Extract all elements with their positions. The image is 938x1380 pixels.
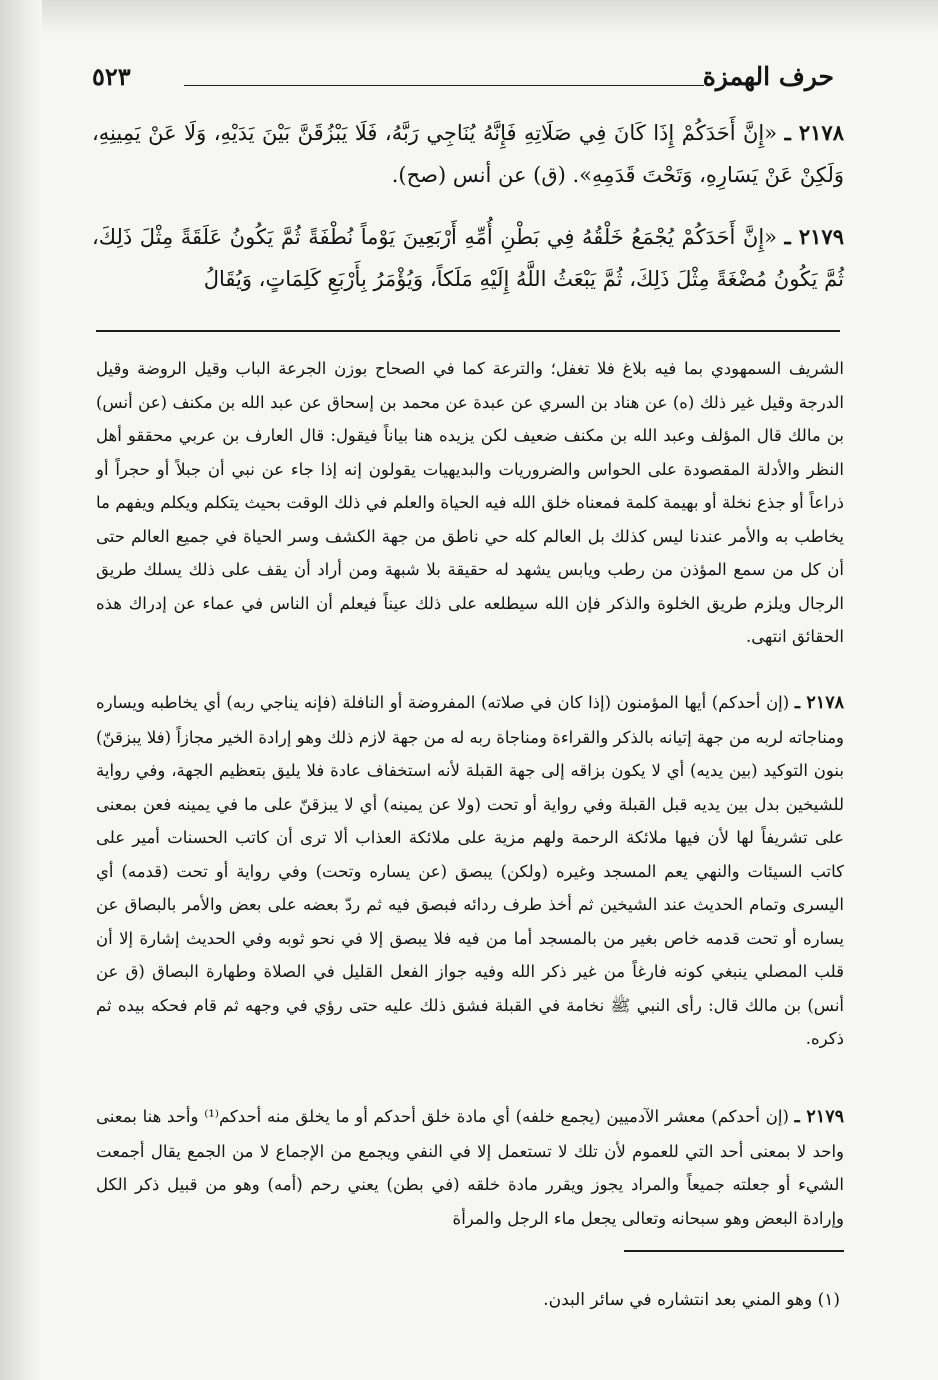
header-rule — [184, 85, 704, 86]
hadith-text: «إِنَّ أَحَدَكُمْ يُجْمَعُ خَلْقُهُ فِي بَطْنِ أُمِّهِ أَرْبَعِينَ يَوْماً نُطْفَةً ثُمَّ يَكُونُ عَلَقَةً مِثْلَ ذَلِكَ، ثُمَّ يَكُونُ مُضْغَةً مِثْلَ ذَلِكَ، ثُمَّ يَبْعَثُ اللَّهُ إِلَيْهِ مَلَكاً، وَيُؤْمَرُ بِأَرْبَعِ كَلِمَاتٍ، وَيُقَالُ — [92, 225, 844, 291]
hadith-2179 — [92, 216, 844, 300]
footnote: (١) وهو المني بعد انتشاره في سائر البدن. — [543, 1290, 840, 1310]
hadith-number: ٢١٧٩ ـ — [784, 224, 844, 249]
hadith-number: ٢١٧٨ ـ — [784, 120, 844, 145]
commentary-2179 — [96, 1100, 844, 1235]
commentary-text: (إن أحدكم) معشر الآدميين (يجمع خلفه) أي مادة خلق أحدكم أو ما يخلق منه أحدكم⁽¹⁾ وأحد هنا بمعنى واحد لا بمعنى أحد التي للعموم لأن تلك لا تستعمل إلا في النفي ويجمع من الإجماع لا من الجمع يقال أجمعت الشيء أو جعلته جميعاً والمراد يجوز ويقرر مادة خلقه (في بطن) يعني رحم (أمه) وهو من قبيل ذكر الكل وإرادة البعض وهو سبحانه وتعالى يجعل ماء الرجل والمرأة — [96, 1107, 844, 1228]
running-header — [92, 58, 834, 100]
hadith-text: «إِنَّ أَحَدَكُمْ إِذَا كَانَ فِي صَلَاتِهِ فَإِنَّهُ يُنَاجِي رَبَّهُ، فَلَا يَبْزُقَنَّ بَيْنَ يَدَيْهِ، وَلَا عَنْ يَمِينِهِ، وَلَكِنْ عَنْ يَسَارِهِ، وَتَحْتَ قَدَمِهِ». (ق) عن أنس (صح). — [92, 121, 844, 187]
commentary-2178 — [96, 686, 844, 1056]
commentary-number: ٢١٧٨ ـ — [794, 693, 844, 713]
scan-left-shadow — [0, 0, 42, 1380]
commentary-number: ٢١٧٩ ـ — [794, 1107, 844, 1127]
page-number: ٥٢٣ — [92, 62, 131, 91]
commentary-text: (إن أحدكم) أيها المؤمنون (إذا كان في صلاته) المفروضة أو النافلة (فإنه يناجي ربه) أي يخاطبه ويساره ومناجاته لربه من جهة إتيانه بالذكر والقراءة ومناجاة ربه له من جهة لازم ذلك وهو إرادة الخير مجازاً (فلا يبزقنّ) بنون التوكيد (بين يديه) أي لا يكون بزاقه إلى جهة القبلة لأنه استخفاف عادة فلا يليق بتعظيم الجهة، وفي رواية للشيخين بدل بين يديه قبل القبلة وفي رواية أو تحت (ولا عن يمينه) أي لا يبزقنّ على ما في يمينه فعن بمعنى على تشريفاً لها لأن فيها ملائكة الرحمة ولهم مزية على ملائكة العذاب ألا ترى أن كاتب الحسنات أمير على كاتب السيئات والنهي يعم المسجد وغيره (ولكن) يبصق (عن يساره وتحت) وفي رواية أو تحت (قدمه) أي اليسرى وتمام الحديث عند الشيخين ثم أخذ طرف ردائه فبصق فيه ثم ردّ بعضه على بعض والأمر بالبصاق عن يساره أو تحت قدمه خاص بغير من بالمسجد أما من فيه فلا يبصق إلا في نحو ثوبه وفي الحديث إشارة إلا أن قلب المصلي ينبغي كونه فارغاً من غير ذكر الله وفيه جواز الفعل القليل في الصلاة وطهارة البصاق (ق عن أنس) بن مالك قال: رأى النبي ﷺ نخامة في القبلة فشق ذلك عليه حتى رؤي في وجهه ثم قام فحكه بيده ثم ذكره. — [96, 693, 844, 1048]
chapter-title: حرف الهمزة — [702, 62, 834, 91]
text-commentary-divider — [96, 330, 840, 332]
hadith-2178 — [92, 112, 844, 196]
scan-top-shadow — [0, 0, 938, 36]
footnote-rule — [624, 1250, 844, 1252]
commentary-continuation — [96, 352, 844, 654]
commentary-text: الشريف السمهودي بما فيه بلاغ فلا تغفل؛ والترعة كما في الصحاح بوزن الجرعة الباب وقيل الروضة وقيل الدرجة وقيل غير ذلك (ه) عن هناد بن السري عن عبدة عن محمد بن إسحاق عن عبد الله بن مكنف (عن أنس) بن مالك قال المؤلف وعبد الله بن مكنف ضعيف لكن يزيده هنا بياناً فيقول: قال العارف بن عربي محققو أهل النظر والأدلة المقصودة على الحواس والضروريات والبديهيات يقولون إنه إذا جاء عن نبي أن جبلاً أو حجراً أو ذراعاً أو جذع نخلة أو بهيمة كلمة فمعناه خلق الله فيه الحياة والعلم في ذلك الوقت بحيث يتكلم ويكلم ويفهم ما يخاطب به والأمر عندنا ليس كذلك بل العالم كله حي ناطق من جهة الكشف وسر الحياة في جميع العالم حتى أن كل من سمع المؤذن من رطب ويابس يشهد له حقيقة بلا شبهة ومن أراد أن يقف على ذلك يسلك طريق الرجال ويلزم طريق الخلوة والذكر فإن الله سيطلعه على ذلك عيناً فيعلم أن الناس في عماء عن إدراك هذه الحقائق انتهى. — [96, 359, 844, 646]
